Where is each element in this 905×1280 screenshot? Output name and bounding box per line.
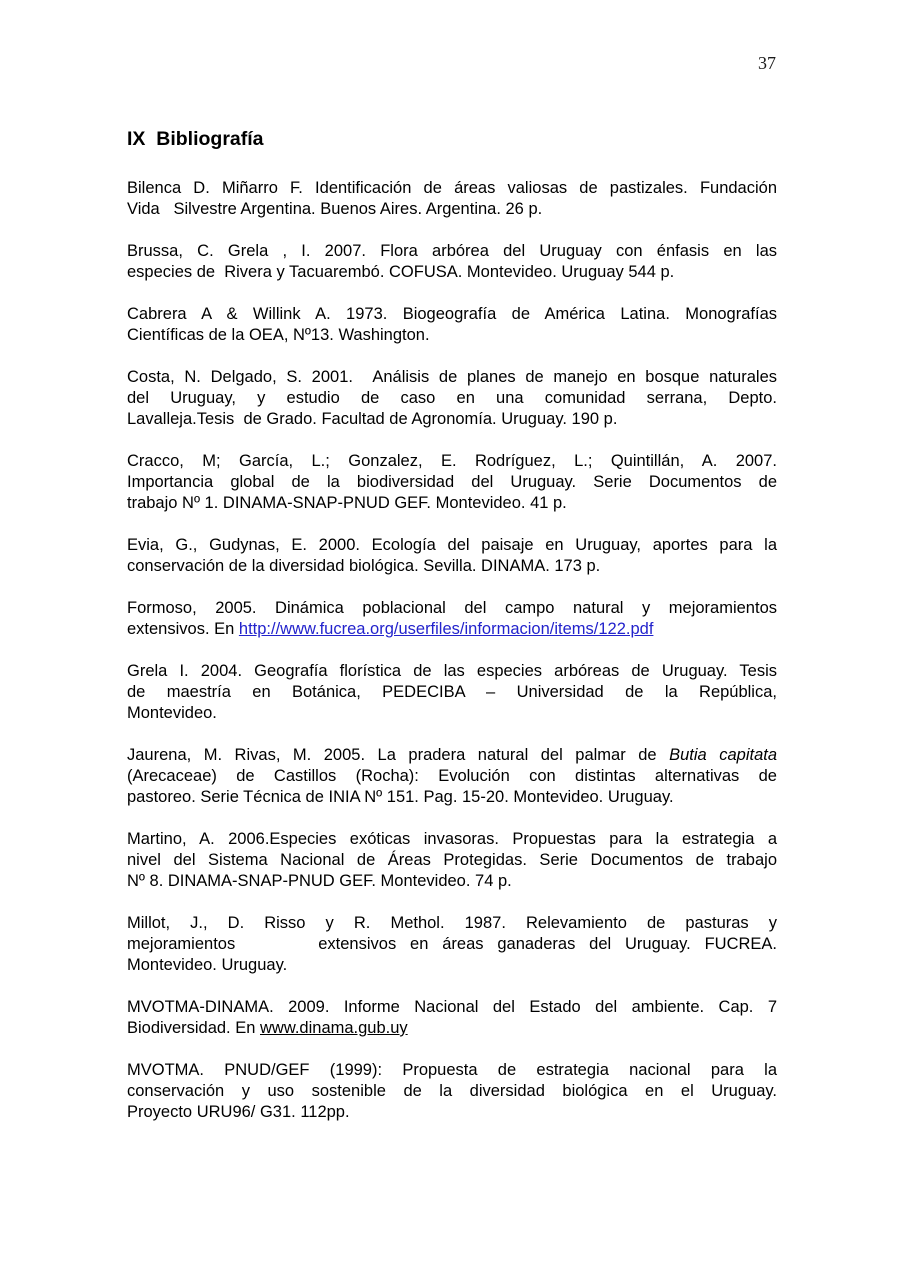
reference-text: MVOTMA-DINAMA. 2009. Informe Nacional del Estado del ambiente. Cap. 7 xyxy=(127,998,777,1016)
reference-brussa xyxy=(127,241,777,283)
reference-line xyxy=(127,682,777,703)
reference-line xyxy=(127,1060,777,1081)
reference-formoso xyxy=(127,598,777,640)
section-heading: IX Bibliografía xyxy=(127,128,264,150)
reference-line xyxy=(127,199,777,220)
reference-text: Jaurena, M. Rivas, M. 2005. La pradera natural del palmar de xyxy=(127,746,670,764)
reference-line xyxy=(127,598,777,619)
reference-text: Costa, N. Delgado, S. 2001. Análisis de planes de manejo en bosque naturales xyxy=(127,368,777,386)
reference-cracco xyxy=(127,451,777,514)
reference-costa xyxy=(127,367,777,430)
species-name-italic: Butia capitata xyxy=(669,746,778,764)
reference-jaurena xyxy=(127,745,777,808)
reference-text: Grela I. 2004. Geografía florística de las especies arbóreas de Uruguay. Tesis xyxy=(127,662,777,680)
reference-text: Montevideo. xyxy=(127,704,217,722)
reference-evia xyxy=(127,535,777,577)
reference-line xyxy=(127,1018,777,1039)
reference-text: mejoramientos extensivos en áreas ganaderas del Uruguay. FUCREA. xyxy=(127,935,777,953)
reference-line xyxy=(127,829,777,850)
page-number: 37 xyxy=(758,53,776,73)
reference-line xyxy=(127,304,777,325)
reference-line xyxy=(127,766,777,787)
reference-text: Lavalleja.Tesis de Grado. Facultad de Agronomía. Uruguay. 190 p. xyxy=(127,410,618,428)
reference-text: extensivos. En xyxy=(127,620,239,638)
reference-grela xyxy=(127,661,777,724)
reference-line xyxy=(127,535,777,556)
reference-text: conservación de la diversidad biológica. Sevilla. DINAMA. 173 p. xyxy=(127,557,601,575)
reference-millot xyxy=(127,913,777,976)
reference-line xyxy=(127,955,777,976)
reference-line xyxy=(127,178,777,199)
reference-line xyxy=(127,787,777,808)
reference-line xyxy=(127,325,777,346)
reference-text: Biodiversidad. En xyxy=(127,1019,260,1037)
reference-bilenca xyxy=(127,178,777,220)
reference-text: trabajo Nº 1. DINAMA-SNAP-PNUD GEF. Montevideo. 41 p. xyxy=(127,494,567,512)
reference-mvotma-pnud xyxy=(127,1060,777,1123)
reference-text: Cracco, M; García, L.; Gonzalez, E. Rodríguez, L.; Quintillán, A. 2007. xyxy=(127,452,777,470)
reference-text: Formoso, 2005. Dinámica poblacional del campo natural y mejoramientos xyxy=(127,599,777,617)
reference-line xyxy=(127,1102,777,1123)
reference-line xyxy=(127,661,777,682)
reference-mvotma-dinama xyxy=(127,997,777,1039)
reference-line xyxy=(127,388,777,409)
reference-line xyxy=(127,262,777,283)
reference-line xyxy=(127,745,777,766)
reference-text: Bilenca D. Miñarro F. Identificación de áreas valiosas de pastizales. Fundación xyxy=(127,179,777,197)
reference-line xyxy=(127,934,777,955)
reference-text: de maestría en Botánica, PEDECIBA – Universidad de la República, xyxy=(127,683,777,701)
reference-text: nivel del Sistema Nacional de Áreas Protegidas. Serie Documentos de trabajo xyxy=(127,851,777,869)
reference-line xyxy=(127,556,777,577)
reference-text: Nº 8. DINAMA-SNAP-PNUD GEF. Montevideo. 74 p. xyxy=(127,872,512,890)
reference-text: conservación y uso sostenible de la diversidad biológica en el Uruguay. xyxy=(127,1082,777,1100)
reference-text: Montevideo. Uruguay. xyxy=(127,956,288,974)
reference-text: Vida Silvestre Argentina. Buenos Aires. Argentina. 26 p. xyxy=(127,200,543,218)
reference-text: Martino, A. 2006.Especies exóticas invasoras. Propuestas para la estrategia a xyxy=(127,830,777,848)
reference-text: Millot, J., D. Risso y R. Methol. 1987. Relevamiento de pasturas y xyxy=(127,914,777,932)
reference-line xyxy=(127,619,777,640)
reference-line xyxy=(127,913,777,934)
reference-text: del Uruguay, y estudio de caso en una comunidad serrana, Depto. xyxy=(127,389,777,407)
reference-cabrera xyxy=(127,304,777,346)
reference-line xyxy=(127,1081,777,1102)
hyperlink-url[interactable]: http://www.fucrea.org/userfiles/informacion/items/122.pdf xyxy=(238,620,654,638)
reference-line xyxy=(127,472,777,493)
reference-martino xyxy=(127,829,777,892)
bibliography-content xyxy=(127,128,777,1144)
hyperlink-url[interactable]: www.dinama.gub.uy xyxy=(260,1019,408,1037)
reference-text: especies de Rivera y Tacuarembó. COFUSA. Montevideo. Uruguay 544 p. xyxy=(127,263,675,281)
reference-list xyxy=(127,178,777,1123)
reference-text: Evia, G., Gudynas, E. 2000. Ecología del paisaje en Uruguay, aportes para la xyxy=(127,536,777,554)
reference-text: Científicas de la OEA, Nº13. Washington. xyxy=(127,326,430,344)
reference-line xyxy=(127,451,777,472)
reference-line xyxy=(127,850,777,871)
reference-line xyxy=(127,367,777,388)
reference-line xyxy=(127,871,777,892)
reference-text: MVOTMA. PNUD/GEF (1999): Propuesta de estrategia nacional para la xyxy=(127,1061,777,1079)
reference-line xyxy=(127,241,777,262)
reference-line xyxy=(127,493,777,514)
reference-text: Proyecto URU96/ G31. 112pp. xyxy=(127,1103,350,1121)
reference-text: Cabrera A & Willink A. 1973. Biogeografía de América Latina. Monografías xyxy=(127,305,777,323)
reference-text: Importancia global de la biodiversidad del Uruguay. Serie Documentos de xyxy=(127,473,777,491)
reference-line xyxy=(127,703,777,724)
reference-line xyxy=(127,409,777,430)
reference-text: pastoreo. Serie Técnica de INIA Nº 151. Pag. 15-20. Montevideo. Uruguay. xyxy=(127,788,674,806)
reference-text: Brussa, C. Grela , I. 2007. Flora arbórea del Uruguay con énfasis en las xyxy=(127,242,777,260)
reference-line xyxy=(127,997,777,1018)
reference-text: (Arecaceae) de Castillos (Rocha): Evolución con distintas alternativas de xyxy=(127,767,777,785)
